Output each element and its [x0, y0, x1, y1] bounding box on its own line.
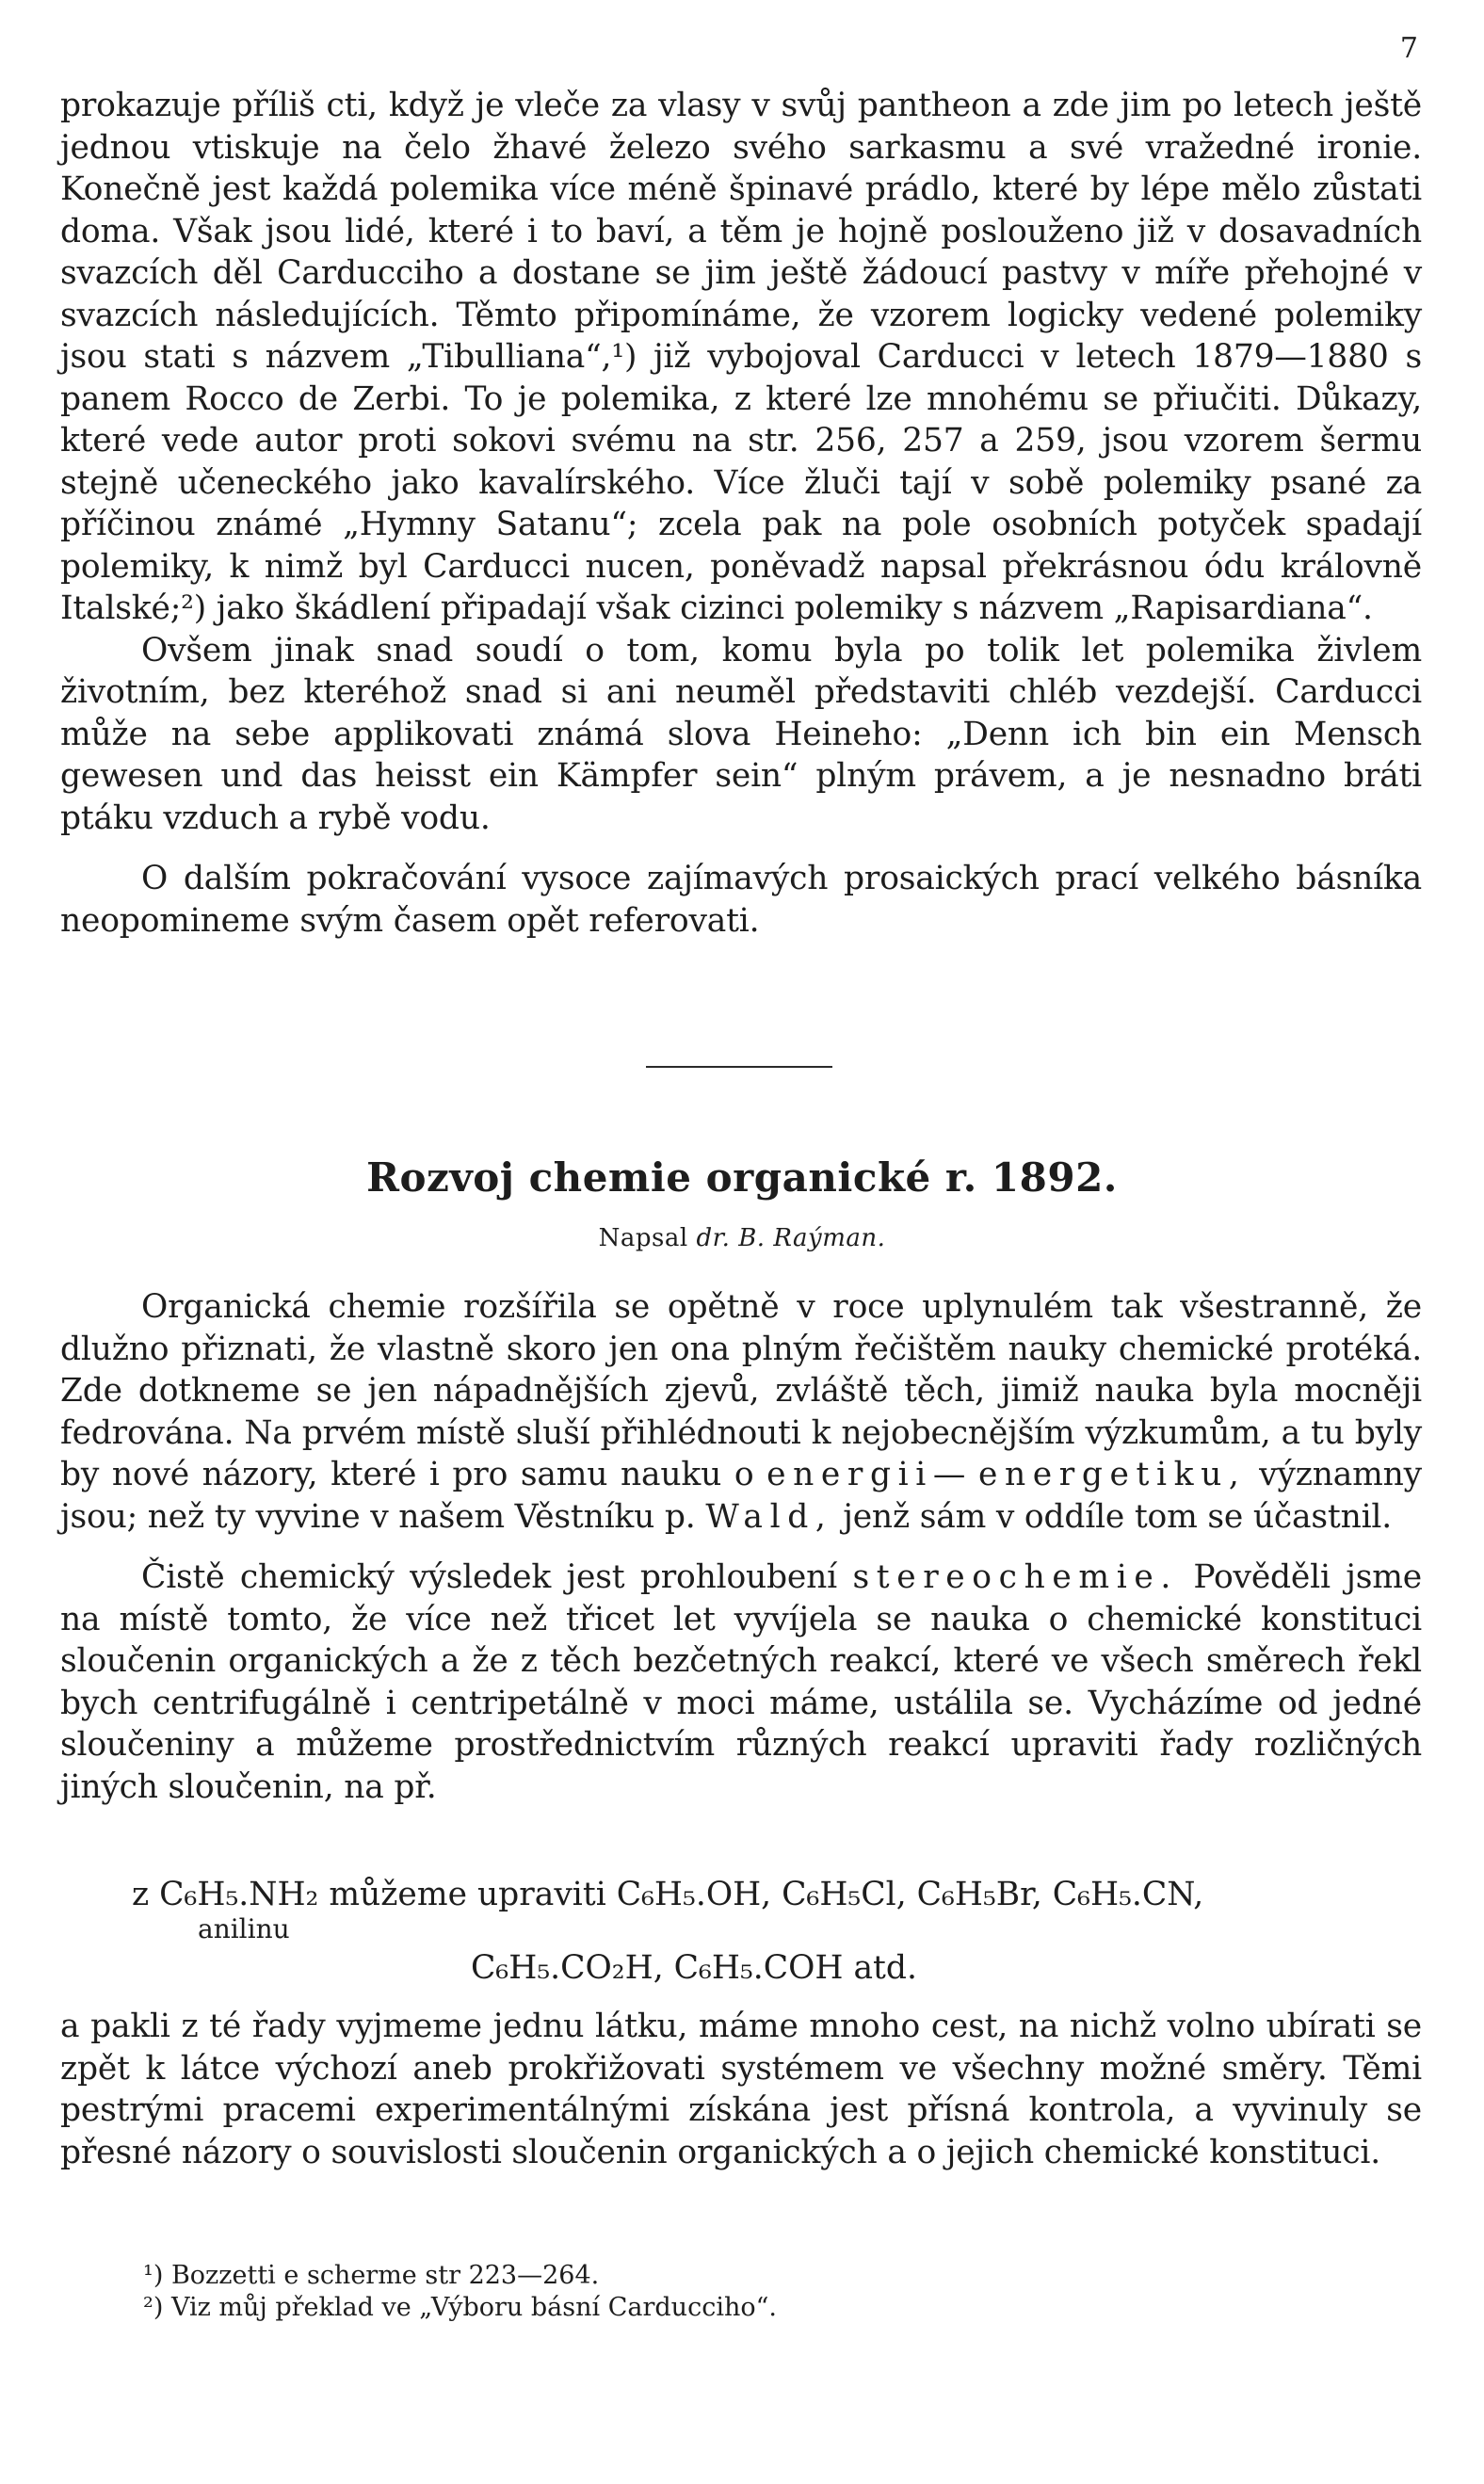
- paragraph: prokazuje příliš cti, když je vleče za vlasy v svůj pantheon a zde jim po letech ještě jednou vtiskuje na čelo žhavé železo svého sarkasmu a své vražedné ironie. Konečně jest každá polemika více méně špinavé prádlo, které by lépe mělo zůstati doma. Však jsou lidé, které i to baví, a těm je hojně poslouženo již v dosavadních svazcích děl Carducciho a dostane se jim ještě žádoucí pastvy v míře přehojné v svazcích následujících. Těmto připomínáme, že vzorem logicky vedené polemiky jsou stati s názvem „Tibulliana“,¹) již vybojoval Carducci v letech 1879—1880 s panem Rocco de Zerbi. To je polemika, z které lze mnohému se přiučiti. Důkazy, které vede autor proti sokovi svému na str. 256, 257 a 259, jsou vzorem šermu stejně učeneckého jako kavalírského. Více žluči tají v sobě polemiky psané za příčinou známé „Hymny Satanu“; zcela pak na pole osobních potyček spadají polemiky, k nimž byl Carducci nucen, poněvadž napsal překrásnou ódu královně Italské;²) jako škádlení připadají však cizinci polemiky s názvem „Rapisardiana“.: [60, 87, 1422, 627]
- footnote-mark: ²): [143, 2293, 164, 2322]
- footnote-text: Bozzetti e scherme str 223—264.: [170, 2261, 600, 2290]
- paragraph: Ovšem jinak snad soudí o tom, komu byla po tolik let polemika živlem životním, bez kteréhož snad si ani neuměl představiti chléb vezdejší. Carducci může na sebe applikovati známá slova Heineho: „Denn ich bin ein Mensch gewesen und das heisst ein Kämpfer sein“ plným právem, a je nesnadno bráti ptáku vzduch a rybě vodu.: [60, 631, 1422, 837]
- formula-line-1: z C₆H₅.NH₂ můžeme upraviti C₆H₅.OH, C₆H₅Cl, C₆H₅Br, C₆H₅.CN,: [132, 1876, 1204, 1913]
- top-section: [60, 85, 1422, 942]
- spaced-term: energetiku,: [977, 1456, 1247, 1493]
- text-run: —: [932, 1456, 966, 1493]
- footnote-text: Viz můj překlad ve „Výboru básní Carducciho“.: [170, 2293, 777, 2322]
- footnote: [143, 2260, 777, 2292]
- page-number: 7: [1399, 32, 1418, 65]
- section-divider: [646, 1066, 832, 1068]
- paragraph: a pakli z té řady vyjmeme jednu látku, máme mnoho cest, na nichž volno ubírati se zpět k látce výchozí aneb prokřižovati systémem ve všechny možné směry. Těmi pestrými pracemi experimentálnými získána jest přísná kontrola, a vyvinuly se přesné názory o souvislosti sloučenin organických a o jejich chemické konstituci.: [60, 2008, 1422, 2171]
- spaced-term: energii: [766, 1456, 933, 1493]
- article-body-top: [60, 1286, 1422, 1808]
- spaced-term: Wald,: [705, 1497, 833, 1536]
- article-title: Rozvoj chemie organické r. 1892.: [366, 1154, 1118, 1201]
- text-run: Pověděli jsme na místě tomto, že více než třicet let vyvíjela se nauka o chemické konstituci sloučenin organických a že z těch bezčetných reakcí, které ve všech směrech řekl bych centrifugálně i centripetálně v moci máme, ustálila se. Vycházíme od jedné sloučeniny a můžeme prostřednictvím různých reakcí upraviti řady rozličných jiných sloučenin, na př.: [60, 1558, 1422, 1806]
- byline-prefix: Napsal: [598, 1224, 688, 1252]
- text-run: jenž sám v oddíle tom se účastnil.: [843, 1497, 1393, 1536]
- spaced-term: stereochemie.: [852, 1558, 1178, 1596]
- article-body-bottom: [60, 2006, 1422, 2173]
- footnote-mark: ¹): [143, 2261, 164, 2290]
- paragraph: [60, 1557, 1422, 1808]
- text-run: Čistě chemický výsledek jest prohloubení: [141, 1558, 837, 1596]
- formula-label: anilinu: [198, 1913, 290, 1944]
- byline: [0, 1224, 1484, 1252]
- byline-author: dr. B. Raýman.: [696, 1224, 886, 1252]
- footnote: [143, 2292, 777, 2324]
- paragraph: [60, 1286, 1422, 1538]
- footnotes: [143, 2260, 777, 2324]
- formula-line-2: C₆H₅.CO₂H, C₆H₅.COH atd.: [471, 1949, 917, 1987]
- paragraph: O dalším pokračování vysoce zajímavých prosaických prací velkého básníka neopomineme svým časem opět referovati.: [60, 860, 1422, 940]
- text-run: Organická chemie rozšířila se opětně v roce uplynulém tak všestranně, že dlužno přiznati, že vlastně skoro jen ona plným řečištěm nauky chemické protéká. Zde dotkneme se jen nápadnějších zjevů, zvláště těch, jimiž nauka byla mocněji fedrována. Na prvém místě sluší přihlédnouti k nejobecnějším výzkumům, a tu byly by nové názory, které i pro samu nauku o: [60, 1288, 1422, 1493]
- text-run: významny jsou; než ty vyvine v našem Věstníku p.: [60, 1456, 1422, 1536]
